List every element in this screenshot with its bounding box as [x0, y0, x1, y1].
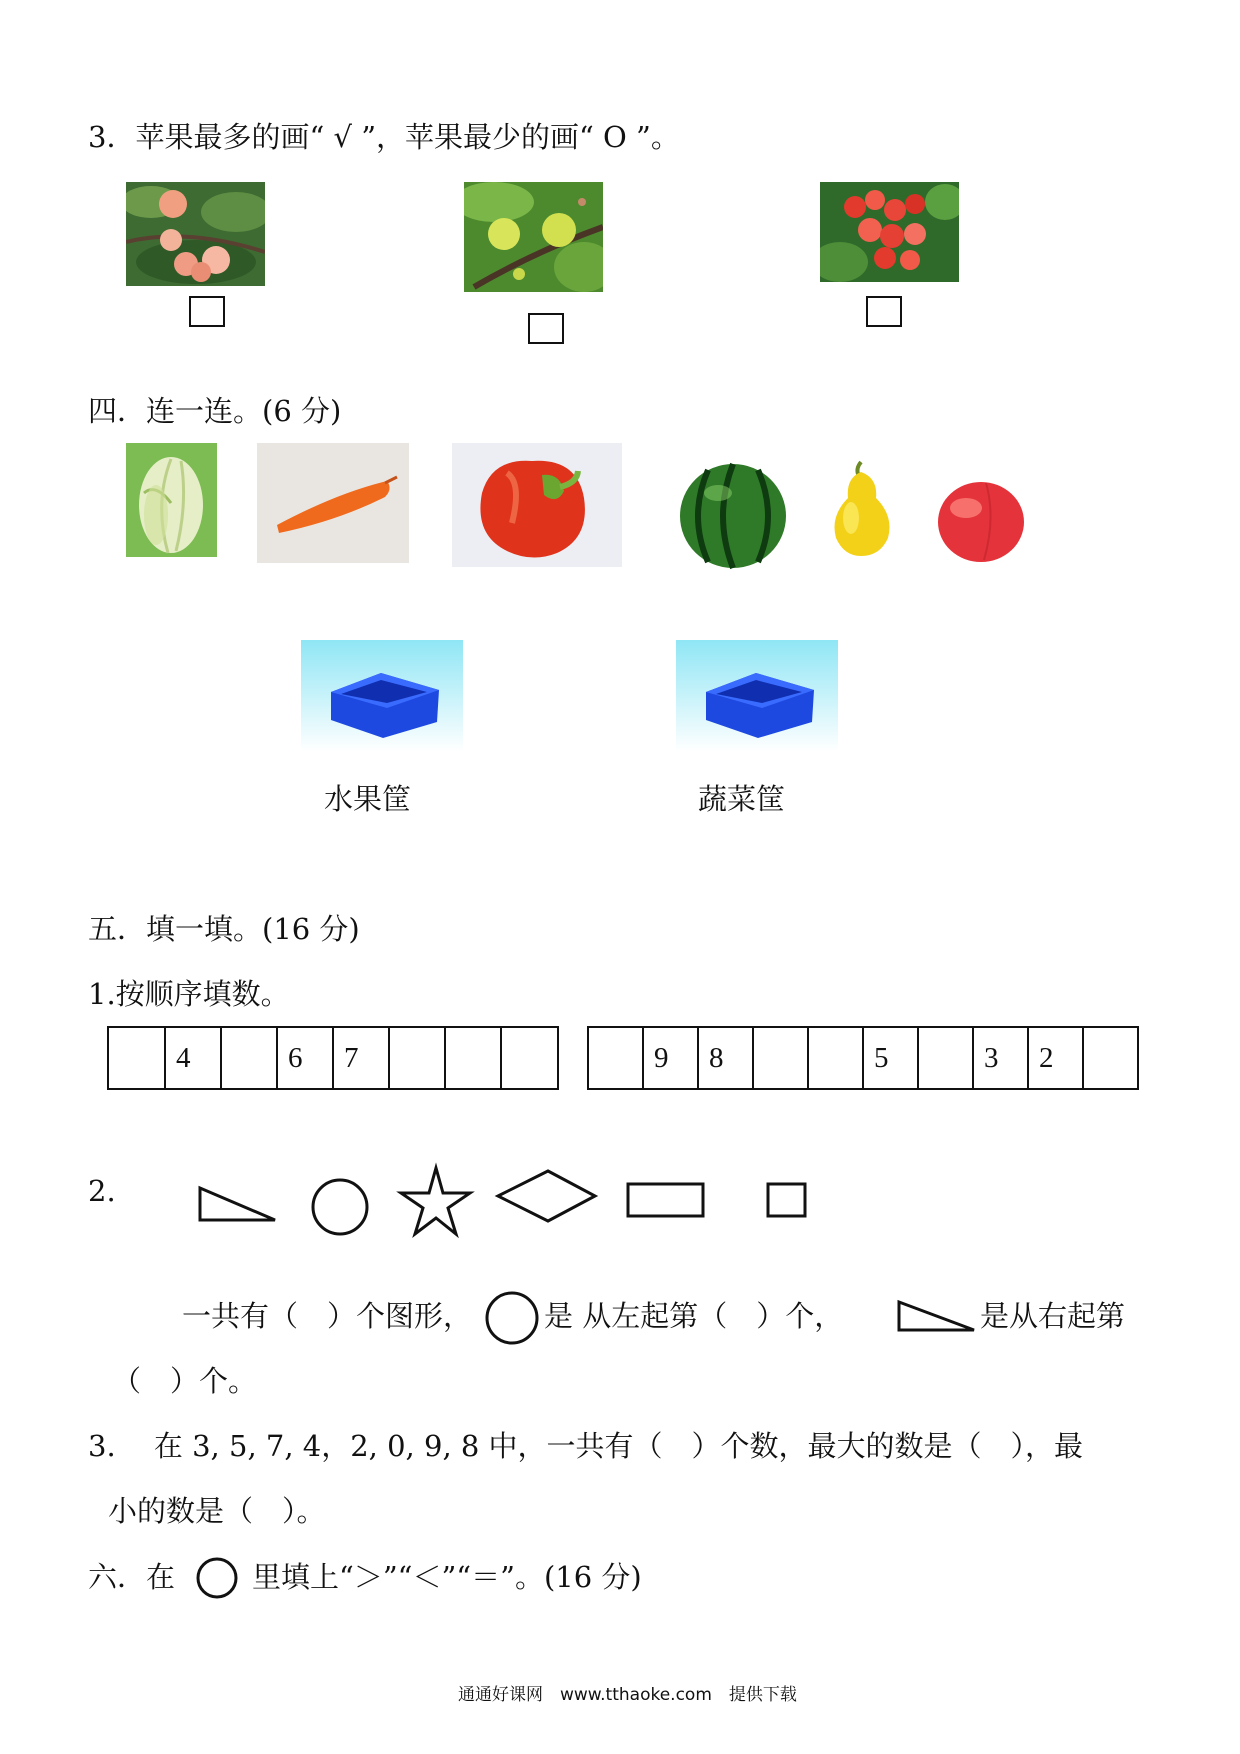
seq2-cell[interactable]	[588, 1027, 643, 1089]
vegetable-basket-label: 蔬菜筐	[698, 782, 786, 816]
seq2-cell[interactable]	[1083, 1027, 1138, 1089]
q5-2-text-a: 一共有（ ）个图形，	[182, 1299, 473, 1333]
pear-image[interactable]	[826, 458, 896, 558]
star-icon	[401, 1168, 470, 1234]
fruit-basket-label: 水果筐	[324, 782, 412, 816]
circle-icon	[313, 1180, 367, 1234]
green-apple-tree-image	[464, 182, 603, 292]
q5-2-text-c: 是从右起第	[980, 1299, 1126, 1333]
seq2-cell: 9	[643, 1027, 698, 1089]
seq2-cell[interactable]	[918, 1027, 973, 1089]
seq1-cell: 6	[277, 1027, 333, 1089]
square-icon	[768, 1184, 805, 1216]
cabbage-image[interactable]	[126, 443, 217, 557]
red-apple-answer-box[interactable]	[866, 296, 902, 327]
peach-answer-box[interactable]	[189, 296, 225, 327]
rectangle-icon	[628, 1184, 703, 1216]
seq1-cell[interactable]	[501, 1027, 558, 1089]
circle-icon	[484, 1290, 540, 1346]
seq1-cell[interactable]	[108, 1027, 165, 1089]
fruit-basket-image[interactable]	[301, 640, 463, 752]
red-apple-tree-image	[820, 182, 959, 282]
q5-2-number: 2.	[88, 1174, 116, 1208]
circle-icon	[195, 1556, 239, 1600]
footer-text: 通通好课网 www.tthaoke.com 提供下载	[458, 1685, 797, 1705]
q5-3-line2: 小的数是（ ）。	[108, 1494, 326, 1528]
diamond-icon	[498, 1171, 595, 1221]
seq1-cell[interactable]	[221, 1027, 277, 1089]
q5-2-text-d: （ ）个。	[112, 1364, 258, 1398]
green-apple-answer-box[interactable]	[528, 313, 564, 344]
peach-tree-image	[126, 182, 265, 286]
vegetable-basket-image[interactable]	[676, 640, 838, 752]
seq2-cell: 5	[863, 1027, 918, 1089]
carrot-image[interactable]	[257, 443, 409, 563]
watermelon-image[interactable]	[678, 458, 788, 570]
red-pepper-image[interactable]	[452, 443, 622, 567]
section-6-title-a: 六．在	[88, 1560, 176, 1594]
section-5-title: 五．填一填。(16 分)	[88, 912, 360, 946]
seq2-cell[interactable]	[753, 1027, 808, 1089]
seq2-cell: 2	[1028, 1027, 1083, 1089]
seq2-cell: 3	[973, 1027, 1028, 1089]
q3-title: 3．苹果最多的画“ √ ”，苹果最少的画“ O ”。	[88, 120, 680, 154]
number-sequence-1	[107, 1026, 559, 1090]
q5-2-text-b: 是 从左起第（ ）个，	[544, 1299, 844, 1333]
peach-image[interactable]	[936, 478, 1026, 563]
seq1-cell: 7	[333, 1027, 389, 1089]
seq2-cell: 8	[698, 1027, 753, 1089]
shapes-row	[190, 1160, 830, 1250]
q5-1-title: 1.按顺序填数。	[88, 977, 290, 1011]
triangle-icon	[200, 1188, 275, 1220]
section-6-title-b: 里填上“＞”“＜”“＝”。(16 分)	[252, 1560, 642, 1594]
q5-3-line1: 3. 在 3, 5, 7, 4，2, 0, 9, 8 中，一共有（ ）个数，最大的数是（ ），最	[88, 1429, 1084, 1463]
section-4-title: 四．连一连。(6 分)	[88, 394, 342, 428]
seq1-cell: 4	[165, 1027, 221, 1089]
seq1-cell[interactable]	[389, 1027, 445, 1089]
seq1-cell[interactable]	[445, 1027, 501, 1089]
number-sequence-2	[587, 1026, 1139, 1090]
seq2-cell[interactable]	[808, 1027, 863, 1089]
triangle-icon	[896, 1298, 978, 1334]
